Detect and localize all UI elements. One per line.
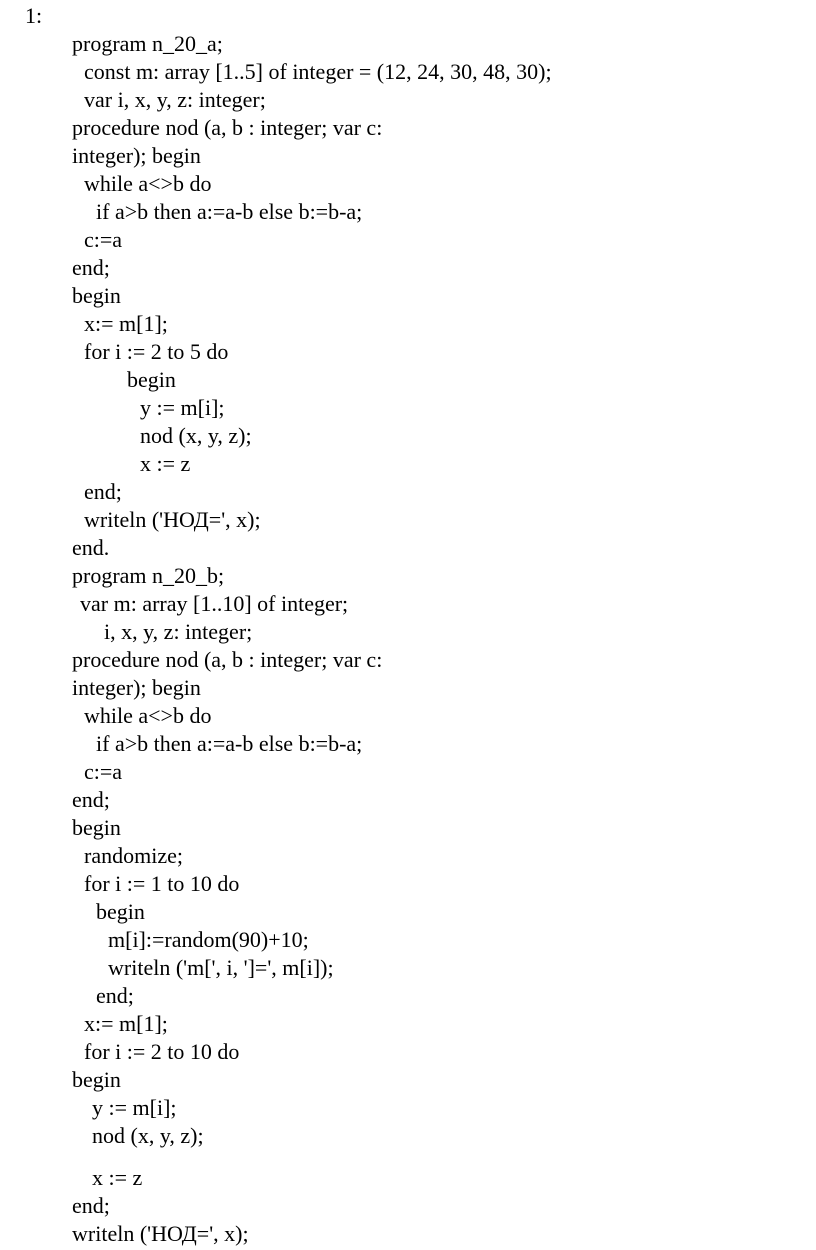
code-line: end; <box>72 255 110 280</box>
code-line: writeln ('НОД=', x); <box>84 507 261 532</box>
code-line: while a<>b do <box>84 171 212 196</box>
code-line: for i := 2 to 5 do <box>84 339 229 364</box>
code-line: integer); begin <box>72 675 201 700</box>
code-line: end. <box>72 535 110 560</box>
code-line: begin <box>72 1067 121 1092</box>
code-line: end; <box>84 479 122 504</box>
code-line: y := m[i]; <box>140 395 225 420</box>
code-line: writeln ('m[', i, ']=', m[i]); <box>108 955 334 980</box>
code-line: c:=a <box>84 759 123 784</box>
code-line: c:=a <box>84 227 123 252</box>
code-line: x := z <box>140 451 191 476</box>
code-line: writeln ('НОД=', x); <box>72 1221 249 1246</box>
code-line: var i, x, y, z: integer; <box>84 87 266 112</box>
code-line: integer); begin <box>72 143 201 168</box>
code-line: end; <box>72 1193 110 1218</box>
code-line: if a>b then a:=a-b else b:=b-a; <box>96 731 363 756</box>
code-line: program n_20_b; <box>72 563 225 588</box>
code-line: procedure nod (a, b : integer; var c: <box>72 115 383 140</box>
code-line: x := z <box>92 1165 143 1190</box>
code-line: begin <box>72 283 121 308</box>
code-line: x:= m[1]; <box>84 1011 168 1036</box>
code-line: for i := 1 to 10 do <box>84 871 240 896</box>
code-line: const m: array [1..5] of integer = (12, 24, 30, 48, 30); <box>84 59 552 84</box>
code-line: while a<>b do <box>84 703 212 728</box>
code-line: procedure nod (a, b : integer; var c: <box>72 647 383 672</box>
code-line: begin <box>127 367 176 392</box>
code-line: var m: array [1..10] of integer; <box>80 591 349 616</box>
code-line: nod (x, y, z); <box>92 1123 204 1148</box>
code-line: begin <box>72 815 121 840</box>
code-line: randomize; <box>84 843 183 868</box>
code-line: i, x, y, z: integer; <box>104 619 253 644</box>
code-line: x:= m[1]; <box>84 311 168 336</box>
code-line: end; <box>96 983 134 1008</box>
code-line: nod (x, y, z); <box>140 423 252 448</box>
code-line: y := m[i]; <box>92 1095 177 1120</box>
code-line: if a>b then a:=a-b else b:=b-a; <box>96 199 363 224</box>
code-line: m[i]:=random(90)+10; <box>108 927 309 952</box>
task-number: 1: <box>25 3 43 28</box>
code-line: for i := 2 to 10 do <box>84 1039 240 1064</box>
code-line: begin <box>96 899 145 924</box>
code-line: end; <box>72 787 110 812</box>
code-line: program n_20_a; <box>72 31 223 56</box>
